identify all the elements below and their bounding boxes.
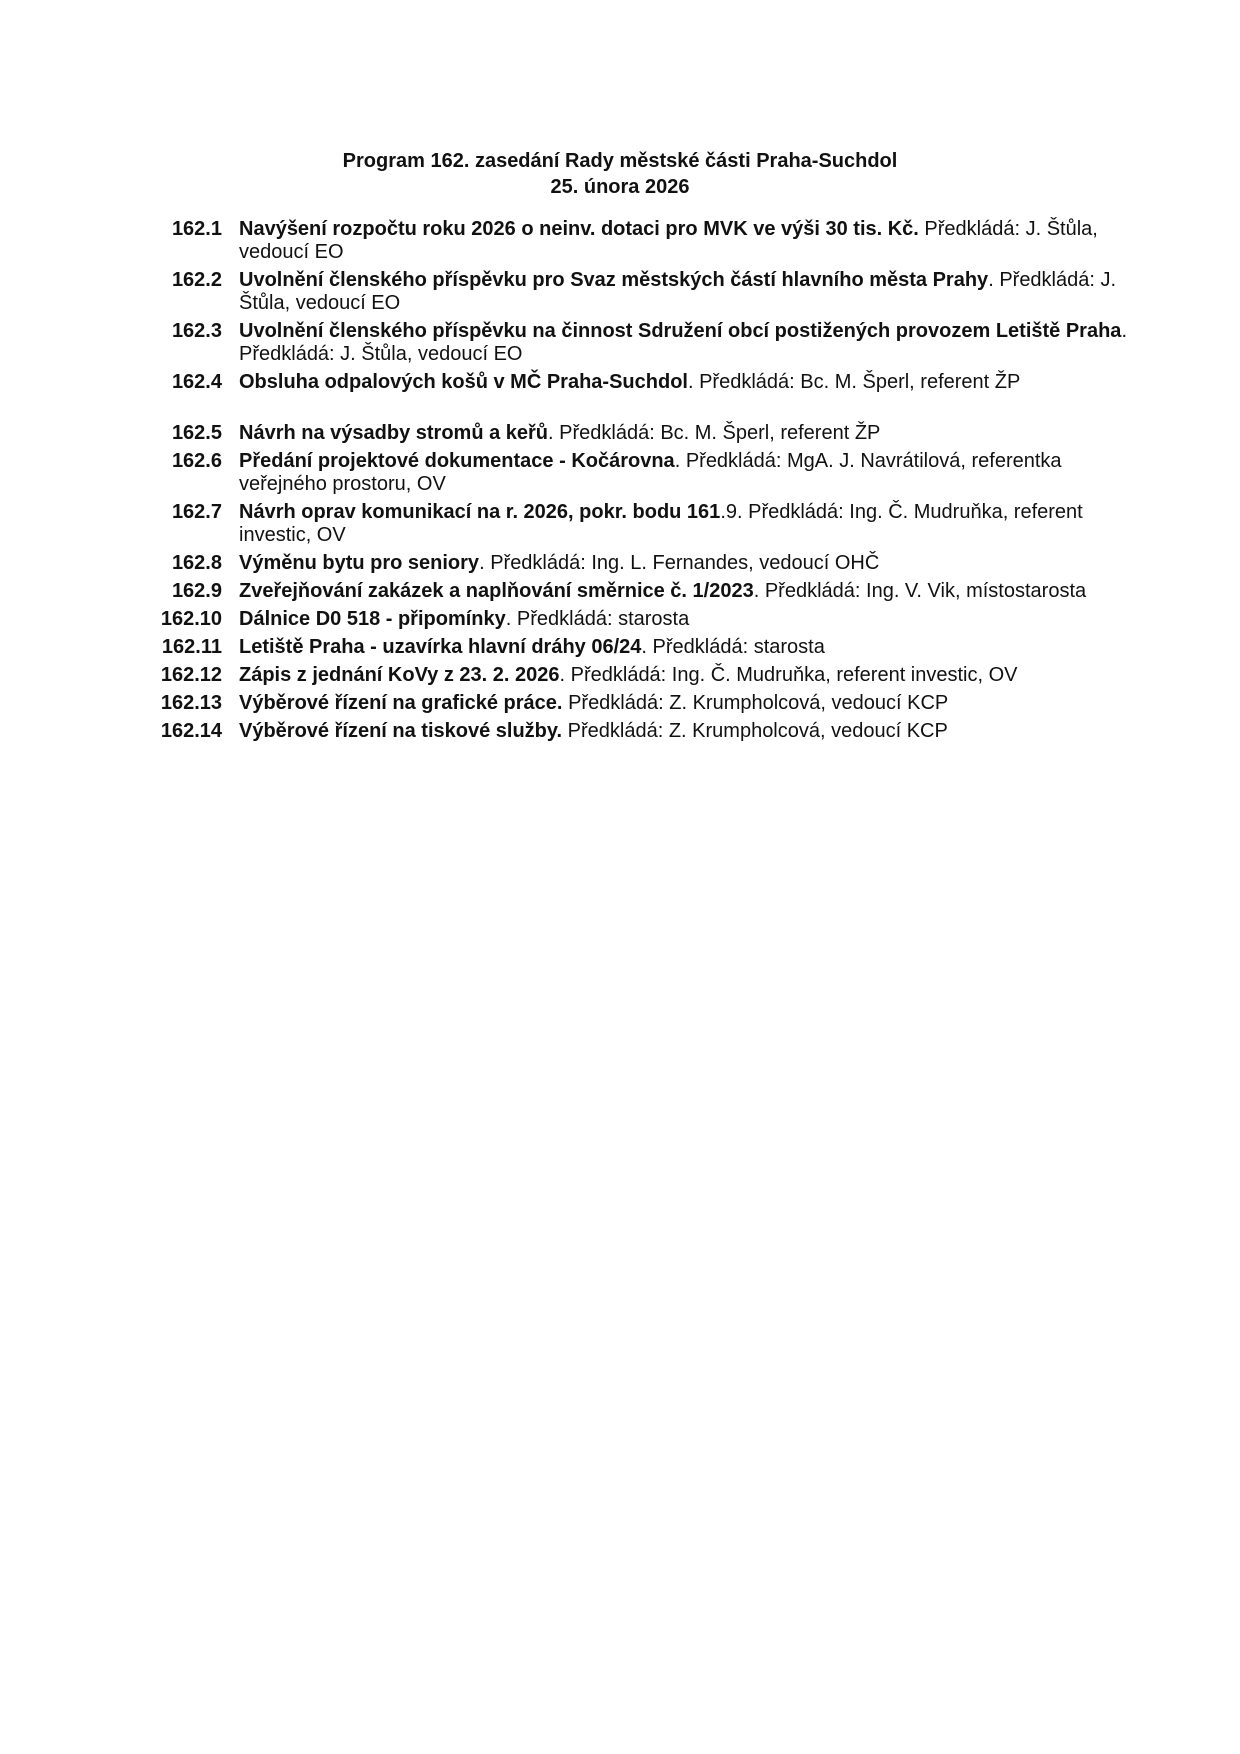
agenda-item-title: Návrh oprav komunikací na r. 2026, pokr. bodu 161 <box>239 501 721 523</box>
agenda-item <box>150 552 1150 575</box>
document-title: Program 162. zasedání Rady městské části Praha-Suchdol <box>342 150 898 172</box>
agenda-item-title: Uvolnění členského příspěvku pro Svaz městských částí hlavního města Prahy <box>239 269 989 291</box>
agenda-item-separator: . <box>1121 320 1127 342</box>
agenda-item <box>150 371 1150 394</box>
agenda-item-text <box>239 450 1150 496</box>
agenda-item-separator: . <box>674 450 686 472</box>
agenda-item-separator: . <box>687 371 700 393</box>
agenda-item-title: Navýšení rozpočtu roku 2026 o neinv. dotaci pro MVK ve výši 30 tis. Kč. <box>239 218 919 240</box>
agenda-item <box>150 422 1150 445</box>
agenda-item-separator: .9. <box>720 501 749 523</box>
agenda-item <box>150 692 1150 715</box>
agenda-item <box>150 636 1150 659</box>
agenda-item-number: 162.6 <box>171 450 222 472</box>
agenda-item-separator: . <box>479 552 491 574</box>
agenda-item-presenter: Předkládá: J. Štůla, vedoucí EO <box>239 343 523 365</box>
agenda-item-text <box>239 320 1150 366</box>
agenda-item-separator: . <box>641 636 653 658</box>
agenda-item-presenter: Předkládá: Bc. M. Šperl, referent ŽP <box>699 371 1021 393</box>
agenda-item-text <box>239 422 1150 445</box>
agenda-item-text <box>239 269 1150 315</box>
agenda-item-presenter: Předkládá: starosta <box>516 608 690 630</box>
agenda-item-number: 162.9 <box>171 580 222 602</box>
agenda-item-presenter: Předkládá: Ing. Č. Mudruňka, referent investic, OV <box>239 501 1083 546</box>
agenda-item-separator: . <box>753 580 765 602</box>
agenda-item-number: 162.1 <box>171 218 222 240</box>
agenda-item-text <box>239 501 1150 547</box>
agenda-item-title: Předání projektové dokumentace - Kočárovna <box>239 450 675 472</box>
agenda-item <box>150 608 1150 631</box>
agenda-item-title: Výběrové řízení na tiskové služby. <box>239 720 563 742</box>
agenda-item-text <box>239 636 1150 659</box>
agenda-item-text <box>239 664 1150 687</box>
agenda-item-number: 162.3 <box>171 320 222 342</box>
agenda-item <box>150 501 1150 547</box>
agenda-item-title: Zápis z jednání KoVy z 23. 2. 2026 <box>239 664 560 686</box>
agenda-item-number: 162.5 <box>171 422 222 444</box>
agenda-item-presenter: Předkládá: J. Štůla, vedoucí EO <box>239 218 1098 263</box>
agenda-item-text <box>239 552 1150 575</box>
agenda-item-presenter: Předkládá: Ing. V. Vik, místostarosta <box>764 580 1087 602</box>
agenda-item-number: 162.11 <box>161 636 222 658</box>
agenda-item-text <box>239 608 1150 631</box>
agenda-item-number: 162.2 <box>171 269 222 291</box>
agenda-item <box>150 720 1150 743</box>
agenda-item-separator: . <box>548 422 560 444</box>
agenda-item <box>150 269 1150 315</box>
agenda-item <box>150 664 1150 687</box>
agenda-item-number: 162.14 <box>160 720 222 742</box>
agenda-item-number: 162.10 <box>160 608 222 630</box>
agenda-item-title: Zveřejňování zakázek a naplňování směrnice č. 1/2023 <box>239 580 754 602</box>
agenda-item-text <box>239 692 1150 715</box>
agenda-item-presenter: Předkládá: Z. Krumpholcová, vedoucí KCP <box>568 692 949 714</box>
agenda-item-number: 162.12 <box>160 664 222 686</box>
agenda-item-presenter: Předkládá: Ing. L. Fernandes, vedoucí OHČ <box>490 552 880 574</box>
agenda-item <box>150 580 1150 603</box>
agenda-item-number: 162.4 <box>171 371 222 393</box>
agenda-item-title: Uvolnění členského příspěvku na činnost Sdružení obcí postižených provozem Letiště Praha <box>239 320 1122 342</box>
agenda-item <box>150 450 1150 496</box>
agenda-item-presenter: Předkládá: Ing. Č. Mudruňka, referent investic, OV <box>570 664 1018 686</box>
agenda-item-title: Obsluha odpalových košů v MČ Praha-Suchdol <box>239 371 688 393</box>
agenda-item-title: Výběrové řízení na grafické práce. <box>239 692 563 714</box>
agenda-item-separator: . <box>988 269 1000 291</box>
agenda-item-title: Návrh na výsadby stromů a keřů <box>239 422 549 444</box>
agenda-item-text <box>239 218 1150 264</box>
agenda-item-presenter: Předkládá: Z. Krumpholcová, vedoucí KCP <box>567 720 948 742</box>
agenda-item-presenter: Předkládá: starosta <box>652 636 825 658</box>
agenda-item-presenter: Předkládá: MgA. J. Navrátilová, referentka veřejného prostoru, OV <box>239 450 1062 495</box>
agenda-item-title: Dálnice D0 518 - připomínky <box>239 608 506 630</box>
agenda-item-title: Výměnu bytu pro seniory <box>239 552 480 574</box>
agenda-item-title: Letiště Praha - uzavírka hlavní dráhy 06/24 <box>239 636 642 658</box>
agenda-item-separator: . <box>505 608 517 630</box>
agenda-item-text <box>239 580 1150 603</box>
document-header <box>0 148 1240 200</box>
agenda-item-number: 162.8 <box>171 552 222 574</box>
agenda-item <box>150 320 1150 366</box>
agenda-item-text <box>239 371 1150 394</box>
agenda-item-presenter: Předkládá: Bc. M. Šperl, referent ŽP <box>559 422 881 444</box>
agenda-item <box>150 218 1150 264</box>
agenda-list <box>150 218 1150 748</box>
agenda-item-text <box>239 720 1150 743</box>
agenda-item-presenter: Předkládá: J. Štůla, vedoucí EO <box>239 269 1117 314</box>
agenda-item-separator: . <box>559 664 571 686</box>
meeting-date: 25. února 2026 <box>550 176 690 198</box>
agenda-item-number: 162.13 <box>160 692 222 714</box>
agenda-item-number: 162.7 <box>171 501 222 523</box>
